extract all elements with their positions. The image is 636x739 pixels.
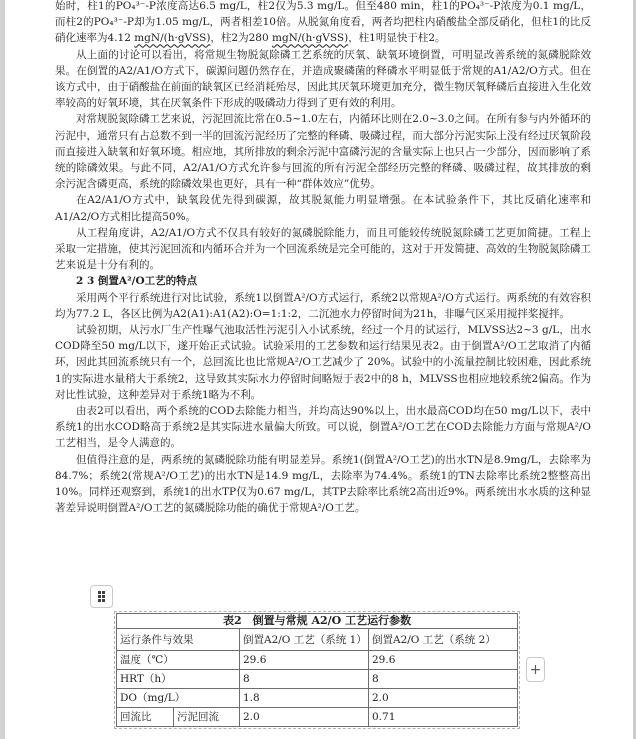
table-cell: 1.8 bbox=[240, 689, 369, 708]
text-run: 但值得注意的是，两系统的氮磷脱除功能有明显差异。系统1(倒置A²/O工艺)的出水TN是8.9mg/L，去除率为84.7%；系统2(常规A²/O工艺)的出水TN是14.9 mg/L，去除率为74.4%。系统1的TN去除率比系统2整整高出10%。同样还观察到，系统1的出水TP仅为0.67 mg/L，其TP去除率比系统2高出近9%。两系统出水水质的这种显著差异说明倒置A²/O工艺的氮磷脱除功能的确优于常规A²/O工艺。 bbox=[55, 453, 591, 515]
table-cell: DO（mg/L） bbox=[117, 689, 240, 708]
table-drag-handle-button[interactable] bbox=[90, 585, 113, 608]
table-cell: 8 bbox=[240, 670, 369, 689]
table-row bbox=[117, 651, 518, 670]
text-run: 从上面的讨论可以看出，将常规生物脱氮除磷工艺系统的厌氧、缺氧环境倒置，可明显改善系统的氮磷脱除效果。在倒置的A2/A1/O方式下，碳源问题仍然存在，并造成聚磷菌的释磷水平明显低于常规的A1/A2/O方式。但在该方式中，由于硝酸盐在前面的缺氧区已经消耗殆尽，因此其厌氧环境更加充分，微生物厌氧释磷后直接进入生化效率较高的好氧环境，其在厌氧条件下形成的吸磷动力得到了更有效的利用。 bbox=[55, 48, 591, 110]
paragraph-tn-tp-comparison bbox=[55, 452, 591, 517]
table-row bbox=[117, 670, 518, 689]
wavy-underlined-text: mgN/(h·gVSS) bbox=[134, 32, 211, 45]
text-run: 2 3 倒置A²/O工艺的特点 bbox=[76, 275, 198, 288]
paragraph-parallel-systems bbox=[55, 290, 591, 322]
table-row bbox=[117, 708, 518, 727]
table-title-row bbox=[117, 614, 518, 629]
paragraph-startup bbox=[55, 322, 591, 403]
text-run: ，柱2为280 bbox=[210, 32, 272, 45]
text-run: 对常规脱氮除磷工艺来说，污泥回流比常在0.5~1.0左右，内循环比则在2.0~3.0之间。在所有参与内外循环的污泥中，通常只有占总数不到一半的回流污泥经历了完整的释磷、吸磷过程，而大部分污泥实际上没有经过厌氧阶段而直接进入缺氧和好氧环境。相应地，其所排放的剩余污泥中富磷污泥的含量实际上也只占一少部分，因而影响了系统的除磷效果。与此不同，A2/A1/O方式允许参与回流的所有污泥全部经历完整的释磷、吸磷过程，故其排放的剩余污泥含磷更高，系统的除磷效果也更好，具有一种“群体效应”优势。 bbox=[55, 113, 591, 191]
text-run: 由表2可以看出，两个系统的COD去除能力相当，并均高达90%以上，出水最高COD均在50 mg/L以下，表中系统1的出水COD略高于系统2是其实际进水量偏大所致。可以说，倒置A²/O工艺在COD去除能力方面与常规A²/O工艺相当，是令人满意的。 bbox=[55, 405, 591, 450]
paragraph-inversion-discussion bbox=[55, 47, 591, 112]
table-header-cell: 倒置A2/O 工艺（系统 1） bbox=[240, 629, 369, 651]
table-title: 表2 倒置与常规 A2/O 工艺运行参数 bbox=[117, 614, 518, 629]
paragraph-denitrification-rate bbox=[55, 192, 591, 224]
table-cell: 8 bbox=[369, 670, 518, 689]
plus-icon: + bbox=[529, 661, 542, 678]
table-header-cell: 运行条件与效果 bbox=[117, 629, 240, 651]
table-header-cell: 倒置A2/O 工艺（系统 2） bbox=[369, 629, 518, 651]
table-cell: 污泥回流 bbox=[174, 708, 240, 727]
table-cell: 回流比 bbox=[117, 708, 174, 727]
table-cell: HRT（h） bbox=[117, 670, 240, 689]
table-row bbox=[117, 689, 518, 708]
add-row-button[interactable] bbox=[526, 657, 545, 682]
table-cell: 2.0 bbox=[240, 708, 369, 727]
paragraph-sludge-recycle bbox=[55, 111, 591, 192]
text-run: 从工程角度讲，A2/A1/O方式不仅具有较好的氮磷脱除能力，而且可能较传统脱氮除磷工艺更加简捷。工程上采取一定措施，使其污泥回流和内循环合并为一个回流系统是完全可能的，这对于开发简捷、高效的生物脱氮除磷工艺来说是十分有利的。 bbox=[55, 226, 591, 272]
text-run: 始时，柱1的PO₄³⁻-P浓度高达6.5 mg/L，柱2仅为5.3 mg/L。但至480 min，柱1的PO₄³⁻-P浓度为0.1 mg/L，而柱2的PO₄³⁻-P却为1.05 mg/L，两者相差10倍。从脱氮角度看，两者均把柱内硝酸盐全部反硝化，但柱1的比反硝化速率为4.12 bbox=[55, 0, 591, 45]
table-cell: 29.6 bbox=[369, 651, 518, 670]
article-text bbox=[55, 0, 591, 517]
text-run: 试验初期，从污水厂生产性曝气池取活性污泥引入小试系统，经过一个月的试运行，MLVSS达2~3 g/L，出水COD降至50 mg/L以下，遂开始正式试验。试验采用的工艺参数和运行结果见表2。由于倒置A²/O工艺取消了内循环，因此其回流系统只有一个，总回流比也比常规A²/O工艺减少了 20%。试验中的小流量控制比较困难，因此系统1的实际进水量稍大于系统2，这导致其实际水力停留时间略短于表2中的8 h，MLVSS也相应地较系统2偏高。作为对比性试验，这种差异对于系统1略为不利。 bbox=[55, 324, 591, 401]
paragraph-po4-comparison bbox=[55, 0, 591, 47]
section-heading bbox=[55, 273, 591, 289]
table-cell: 0.71 bbox=[369, 708, 518, 727]
text-run: 在A2/A1/O方式中，缺氧段优先得到碳源，故其脱氮能力明显增强。在本试验条件下，其比反硝化速率和A1/A2/O方式相比提高50%。 bbox=[55, 194, 591, 223]
parameters-table-outline bbox=[114, 611, 520, 729]
text-run: 采用两个平行系统进行对比试验，系统1以倒置A²/O方式运行，系统2以常规A²/O方式运行。两系统的有效容积均为77.2 L，各区比例为A2(A1):A1(A2):O=1:1:2，二沉池水力停留时间为21h，非曝气区采用搅拌桨搅拌。 bbox=[55, 291, 591, 320]
table-cell: 温度（℃） bbox=[117, 651, 240, 670]
parameters-table bbox=[116, 613, 518, 727]
wavy-underlined-text: mgN/(h·gVSS) bbox=[271, 32, 349, 45]
page-left-edge bbox=[0, 0, 5, 739]
table-cell: 29.6 bbox=[240, 651, 369, 670]
drag-handle-icon bbox=[98, 591, 105, 602]
text-run: ，柱1明显快于柱2。 bbox=[348, 32, 446, 45]
paragraph-cod-removal bbox=[55, 403, 591, 452]
table-header-row bbox=[117, 629, 518, 651]
paragraph-engineering-view bbox=[55, 225, 591, 274]
table-cell: 2.0 bbox=[369, 689, 518, 708]
